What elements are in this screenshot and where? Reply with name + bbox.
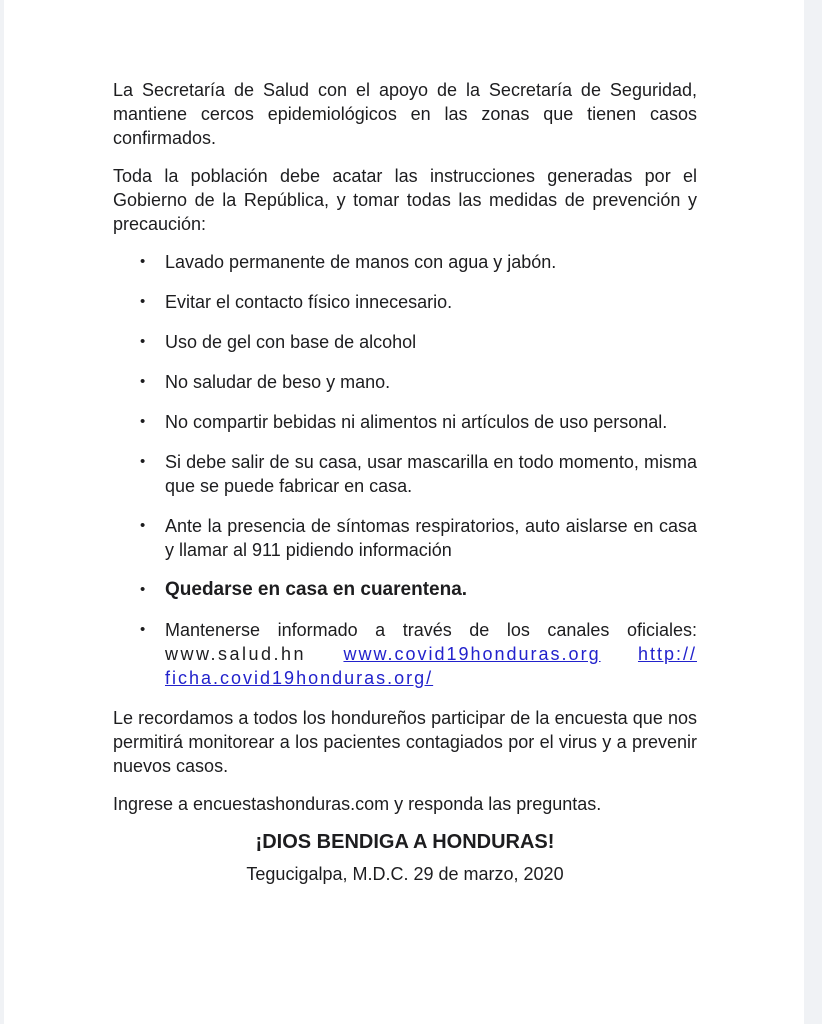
- paragraph-instructions: Toda la población debe acatar las instrucciones generadas por el Gobierno de la República, y tomar todas las medidas de prevención y precaución:: [113, 166, 697, 234]
- list-item: [113, 370, 697, 394]
- list-item-text: Lavado permanente de manos con agua y jabón.: [165, 252, 557, 272]
- bullet-icon: •: [140, 333, 146, 350]
- channels-intro-line: Mantenerse informado a través de los canales oficiales:: [165, 620, 697, 640]
- paragraph-ingrese: Ingrese a encuestashonduras.com y responda las preguntas.: [113, 794, 602, 814]
- channels-links-line-2: [165, 666, 697, 690]
- list-item-channels: [113, 618, 697, 690]
- list-item: [113, 410, 697, 434]
- bullet-icon: •: [140, 581, 146, 598]
- bullet-icon: •: [140, 621, 146, 638]
- list-item-quarantine: [113, 578, 697, 602]
- list-item-text: Quedarse en casa en cuarentena.: [165, 579, 468, 600]
- list-item-text: No saludar de beso y mano.: [165, 372, 391, 392]
- list-item: [113, 514, 697, 562]
- bullet-icon: •: [140, 517, 146, 534]
- prevention-list: [113, 250, 697, 690]
- list-item: [113, 290, 697, 314]
- list-item-text: No compartir bebidas ni alimentos ni artículos de uso personal.: [165, 412, 668, 432]
- salud-site-text: www.salud.hn: [165, 644, 307, 664]
- paragraph-survey: Le recordamos a todos los hondureños participar de la encuesta que nos permitirá monitorear a los pacientes contagiados por el virus y a prevenir nuevos casos.: [113, 708, 697, 776]
- bullet-icon: •: [140, 373, 146, 390]
- bullet-icon: •: [140, 413, 146, 430]
- list-item-text: Uso de gel con base de alcohol: [165, 332, 417, 352]
- bullet-icon: •: [140, 253, 146, 270]
- bullet-icon: •: [140, 453, 146, 470]
- list-item-text: Ante la presencia de síntomas respiratorios, auto aislarse en casa y llamar al 911 pidiendo información: [165, 516, 697, 560]
- list-item-text: Evitar el contacto físico innecesario.: [165, 292, 453, 312]
- closing-heading: ¡DIOS BENDIGA A HONDURAS!: [255, 831, 555, 853]
- list-item: [113, 450, 697, 498]
- list-item-text: Si debe salir de su casa, usar mascarilla en todo momento, misma que se puede fabricar en casa.: [165, 452, 697, 496]
- channels-links-line: [165, 642, 697, 666]
- ficha-covid19honduras-link-prefix[interactable]: http://: [637, 644, 697, 664]
- document-content: [4, 0, 804, 926]
- list-item-text: [165, 618, 697, 690]
- list-item: [113, 250, 697, 274]
- covid19honduras-link[interactable]: www.covid19honduras.org: [343, 644, 601, 664]
- ficha-covid19honduras-link[interactable]: ficha.covid19honduras.org/: [165, 668, 434, 688]
- paragraph-intro: La Secretaría de Salud con el apoyo de la Secretaría de Seguridad, mantiene cercos epidemiológicos en las zonas que tienen casos confirmados.: [113, 80, 697, 148]
- list-item: [113, 330, 697, 354]
- dateline: Tegucigalpa, M.D.C. 29 de marzo, 2020: [246, 864, 564, 884]
- document-page: [4, 0, 804, 1024]
- bullet-icon: •: [140, 293, 146, 310]
